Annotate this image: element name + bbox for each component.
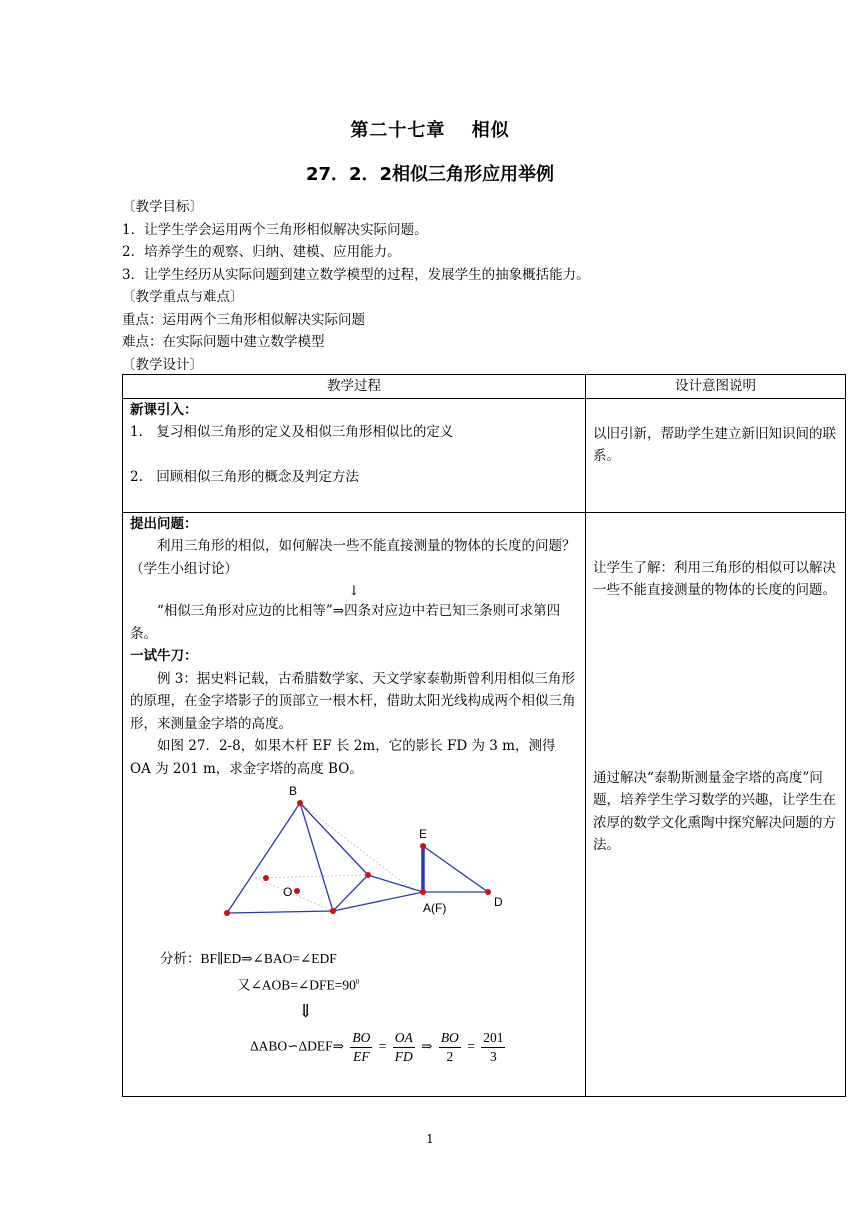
fraction-oa-fd [393, 1029, 415, 1066]
intro-cell [123, 398, 586, 512]
intro-item: 1. 复习相似三角形的定义及相似三角形相似比的定义 [130, 424, 454, 440]
label-d: D [494, 895, 503, 909]
keypoints-header: 〔教学重点与难点〕 [122, 289, 244, 305]
focus-text: 重点：运用两个三角形相似解决实际问题 [122, 311, 365, 328]
intent-note: 通过解决“泰勒斯测量金字塔的高度”问题，培养学生学习数学的兴趣，让学生在浓厚的数学文化熏陶中探究解决问题的方法。 [593, 769, 836, 853]
intro-note: 以旧引新，帮助学生建立新旧知识间的联系。 [586, 398, 846, 512]
goal-item: 2．培养学生的观察、归纳、建模、应用能力。 [122, 244, 401, 260]
fraction-201-3 [481, 1029, 505, 1066]
principle-text: “相似三角形对应边的比相等”⇒四条对应边中若已知三条则可求第四条。 [130, 603, 561, 642]
trial-title: 一试牛刀： [130, 648, 198, 664]
goals-header: 〔教学目标〕 [122, 199, 203, 215]
label-af: A(F) [423, 901, 447, 915]
degree-sup: 0 [355, 977, 360, 986]
label-o: O [283, 885, 293, 899]
problem-cell [123, 512, 586, 1096]
example-text: 例 3：据史料记载，古希腊数学家、天文学家泰勒斯曾利用相似三角形的原理，在金字塔影子的顶部立一根木杆，借助太阳光线构成两个相似三角形，来测量金字塔的高度。 [130, 670, 576, 732]
down-arrow: ↓ [348, 583, 360, 599]
goal-item: 1．让学生学会运用两个三角形相似解决实际问题。 [122, 221, 428, 238]
equals-sign: = [467, 1038, 475, 1054]
design-header: 〔教学设计〕 [122, 356, 203, 373]
question-text: 利用三角形的相似，如何解决一些不能直接测量的物体的长度的问题？（学生小组讨论） [130, 538, 576, 577]
implies-sign: ⇒ [421, 1038, 433, 1054]
frac-den: 2 [446, 1048, 454, 1064]
intro-item: 2. 回顾相似三角形的概念及判定方法 [130, 468, 359, 485]
frac-den: EF [353, 1048, 370, 1064]
col-header-process: 教学过程 [123, 375, 586, 399]
frac-num: BO [350, 1029, 372, 1048]
fraction-bo-ef [350, 1029, 372, 1066]
fraction-bo-2 [439, 1029, 461, 1066]
col-header-intent: 设计意图说明 [586, 375, 846, 399]
analysis-text: 又∠AOB=∠DFE=90 [237, 977, 356, 992]
intro-title: 新课引入： [130, 401, 198, 418]
frac-num: OA [393, 1029, 415, 1048]
frac-num: 201 [481, 1029, 505, 1048]
problem-text: 如图 27．2-8，如果木杆 EF 长 2m，它的影长 FD 为 3 m，测得 OA 为 201 m，求金字塔的高度 BO。 [130, 738, 556, 777]
goal-item: 3．让学生经历从实际问题到建立数学模型的过程，发展学生的抽象概括能力。 [122, 266, 590, 283]
frac-num: BO [439, 1029, 461, 1048]
result-lhs: ΔABO∽ΔDEF⇒ [250, 1038, 344, 1054]
label-e: E [419, 827, 428, 841]
pyramid-figure [190, 786, 510, 926]
page-number: 1 [426, 1132, 434, 1146]
problem-title: 提出问题： [130, 515, 198, 532]
problem-notes [586, 512, 846, 1096]
goals-block [122, 196, 722, 376]
result-equation [130, 1029, 578, 1066]
difficulty-text: 难点：在实际问题中建立数学模型 [122, 334, 325, 350]
section-title: 27．2．2相似三角形应用举例 [305, 164, 555, 185]
intent-note: 让学生了解：利用三角形的相似可以解决一些不能直接测量的物体的长度的问题。 [593, 559, 836, 598]
label-b: B [289, 786, 298, 798]
frac-den: FD [394, 1048, 413, 1064]
lesson-table [122, 374, 846, 1097]
frac-den: 3 [489, 1048, 497, 1064]
equals-sign: = [378, 1038, 387, 1054]
implies-down: ⇓ [298, 1000, 314, 1021]
analysis-line1: 分析：BF∥ED⇒∠BAO=∠EDF [160, 951, 337, 966]
analysis-line2 [130, 971, 578, 997]
chapter-title: 第二十七章 相似 [350, 120, 510, 141]
